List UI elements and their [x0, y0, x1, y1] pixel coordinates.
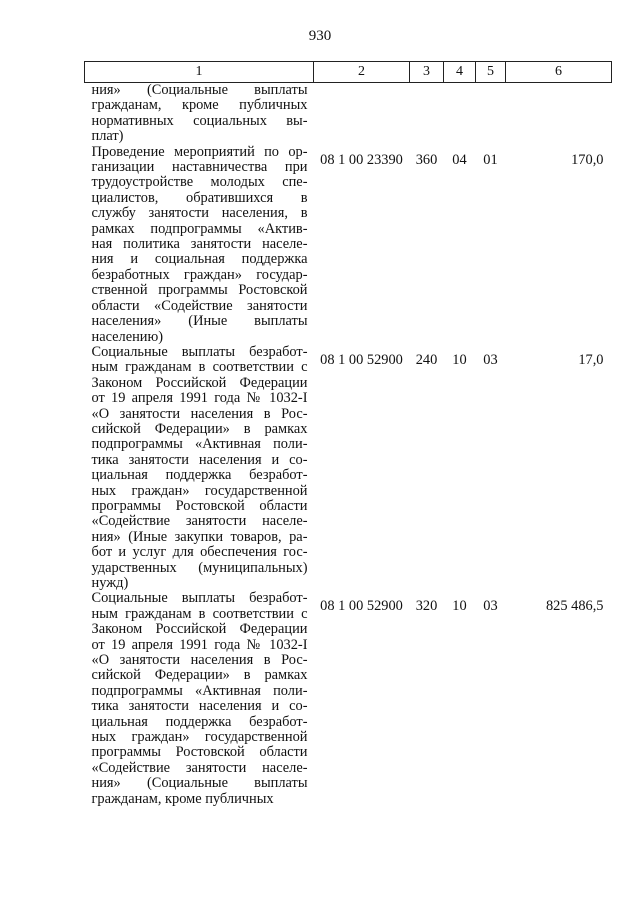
description-line: ганизации наставничества при	[91, 159, 308, 176]
row-amount	[506, 83, 612, 145]
description-line: ния и социальная поддержка	[91, 251, 308, 268]
table-row	[85, 145, 612, 345]
description-line: ния» (Социальные выплаты	[91, 82, 308, 98]
row-col3: 240	[415, 351, 438, 368]
row-code	[314, 83, 410, 145]
description-line: Законом Российской Федерации	[91, 621, 308, 638]
table-row	[85, 591, 612, 807]
description-line: от 19 апреля 1991 года № 1032-I	[91, 636, 308, 653]
description-line: рамках подпрограммы «Актив-	[91, 220, 308, 237]
column-header-1: 1	[85, 62, 314, 83]
description-line: ния» (Социальные выплаты	[91, 775, 308, 792]
description-line: ных граждан» государственной	[91, 729, 308, 746]
row-code: 08 1 00 23390	[320, 151, 403, 168]
description-line: программы Ростовской области	[91, 744, 308, 761]
description-line: «Содействие занятости населе-	[91, 513, 308, 530]
description-line: сийской Федерации» в рамках	[91, 420, 308, 437]
description-line: Законом Российской Федерации	[91, 374, 308, 391]
description-line: от 19 апреля 1991 года № 1032-I	[91, 390, 308, 407]
page-number: 930	[308, 28, 332, 44]
column-header-3: 3	[410, 62, 444, 83]
row-description	[85, 345, 314, 592]
description-line: ным гражданам в соответствии с	[91, 605, 308, 622]
row-code: 08 1 00 52900	[320, 351, 403, 368]
description-line: бот и услуг для обеспечения гос-	[91, 544, 308, 561]
row-description	[85, 83, 314, 145]
row-col5: 03	[483, 598, 498, 615]
description-line: области «Содействие занятости	[91, 297, 308, 314]
row-col3: 320	[415, 598, 438, 615]
description-line: ным гражданам в соответствии с	[91, 359, 308, 376]
description-line: тика занятости населения и со-	[91, 698, 308, 715]
description-line: службу занятости населения, в	[91, 205, 308, 222]
description-line: гражданам, кроме публичных	[91, 790, 274, 807]
description-line: циальная поддержка безработ-	[91, 467, 308, 484]
description-line: ния» (Иные закупки товаров, ра-	[91, 528, 308, 545]
description-line: циальная поддержка безработ-	[91, 713, 308, 730]
table-row	[85, 83, 612, 145]
description-line: «О занятости населения в Рос-	[91, 652, 308, 669]
description-line: ударственных (муниципальных)	[91, 559, 308, 576]
budget-table	[84, 61, 612, 807]
row-col3	[410, 83, 444, 145]
description-line: нормативных социальных вы-	[91, 112, 308, 129]
column-header-2: 2	[314, 62, 410, 83]
description-line: плат)	[91, 128, 124, 145]
description-line: программы Ростовской области	[91, 497, 308, 514]
row-col4	[444, 83, 476, 145]
description-line: гражданам, кроме публичных	[91, 97, 308, 114]
row-col5: 03	[483, 351, 498, 368]
description-line: безработных граждан» государ-	[91, 266, 308, 283]
description-line: подпрограммы «Активная поли-	[91, 436, 308, 453]
column-header-4: 4	[444, 62, 476, 83]
description-line: ственной программы Ростовской	[91, 282, 308, 299]
description-line: ных граждан» государственной	[91, 482, 308, 499]
row-description	[85, 591, 314, 807]
description-line: подпрограммы «Активная поли-	[91, 682, 308, 699]
row-col5: 01	[483, 151, 498, 168]
row-col4: 04	[452, 151, 467, 168]
description-line: Социальные выплаты безработ-	[91, 343, 308, 360]
description-line: нужд)	[91, 575, 129, 591]
description-line: «Содействие занятости населе-	[91, 759, 308, 776]
column-header-6: 6	[506, 62, 612, 83]
description-line: населению)	[91, 328, 164, 345]
column-header-5: 5	[476, 62, 506, 83]
description-line: трудоустройстве молодых спе-	[91, 174, 308, 191]
row-description	[85, 145, 314, 345]
table-header-row	[85, 62, 612, 83]
row-col5	[476, 83, 506, 145]
description-line: циалистов, обратившихся в	[91, 189, 308, 206]
table-row	[85, 345, 612, 592]
row-amount: 170,0	[571, 151, 604, 168]
description-line: Проведение мероприятий по ор-	[91, 143, 308, 160]
row-col4: 10	[452, 598, 467, 615]
description-line: сийской Федерации» в рамках	[91, 667, 308, 684]
row-col4: 10	[452, 351, 467, 368]
row-amount: 17,0	[578, 351, 604, 368]
description-line: «О занятости населения в Рос-	[91, 405, 308, 422]
description-line: ная политика занятости населе-	[91, 236, 308, 253]
row-col3: 360	[415, 151, 438, 168]
row-code: 08 1 00 52900	[320, 598, 403, 615]
description-line: Социальные выплаты безработ-	[91, 590, 308, 607]
row-amount: 825 486,5	[545, 598, 604, 615]
description-line: тика занятости населения и со-	[91, 451, 308, 468]
description-line: населения» (Иные выплаты	[91, 313, 308, 330]
